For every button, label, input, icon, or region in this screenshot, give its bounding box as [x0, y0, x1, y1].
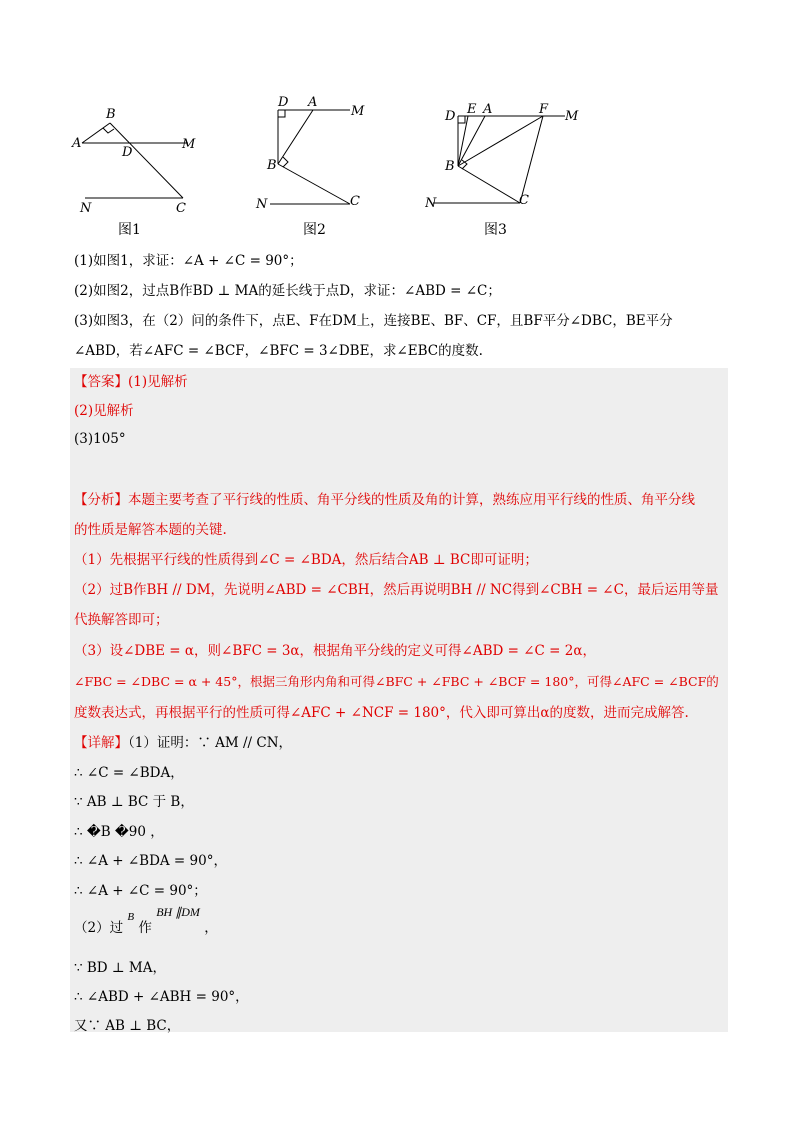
fig1-label-N: N	[80, 201, 92, 216]
fig1-label-B: B	[106, 107, 116, 122]
analysis-step-3-line-2: ∠FBC = ∠DBC = α + 45°，根据三角形内角和可得∠BFC + ∠FBC + ∠BCF = 180°，可得∠AFC = ∠BCF的	[74, 674, 719, 689]
analysis-step-3-line-3: 度数表达式，再根据平行的性质可得∠AFC + ∠NCF = 180°，代入即可算出α的度数，进而完成解答.	[74, 705, 689, 721]
analysis-step-3-line-1: （3）设∠DBE = α，则∠BFC = 3α，根据角平分线的定义可得∠ABD = ∠C = 2α，	[74, 643, 596, 659]
analysis-tag: 【分析】	[74, 492, 128, 508]
question-part-3-line-1: (3)如图3，在（2）问的条件下，点E、F在DM上，连接BE、BF、CF，且BF平分∠DBC，BE平分	[74, 313, 673, 329]
detail-line-1	[74, 733, 292, 753]
analysis-step-1: （1）先根据平行线的性质得到∠C = ∠BDA，然后结合AB ⊥ BC即可证明；	[74, 552, 538, 568]
analysis-line-1	[74, 490, 695, 510]
detail-7-verb: 作	[138, 920, 152, 936]
question-part-2: (2)如图2，过点B作BD ⊥ MA的延长线于点D，求证：∠ABD = ∠C；	[74, 283, 501, 299]
detail-text-3: ∵ AB ⊥ BC 于 B，	[74, 794, 194, 810]
fig3-label-N: N	[425, 196, 437, 211]
analysis-text-1: 本题主要考查了平行线的性质、角平分线的性质及角的计算，熟练应用平行线的性质、角平分线	[128, 492, 695, 508]
fig1-label-A: A	[72, 136, 82, 151]
detail-text-6: ∴ ∠A + ∠C = 90°；	[74, 883, 207, 899]
question-part-1: (1)如图1，求证：∠A + ∠C = 90°；	[74, 253, 303, 269]
figure-2-caption: 图2	[303, 222, 326, 238]
detail-text-10: 又∵ AB ⊥ BC，	[74, 1018, 181, 1034]
analysis-step-2-line-2: 代换解答即可；	[74, 612, 169, 628]
fig1-label-M: M	[182, 137, 196, 152]
fig3-label-C: C	[519, 193, 529, 208]
figure-3	[425, 88, 595, 218]
detail-7-point: B	[127, 911, 135, 923]
analysis-step-2-line-1: （2）过B作BH // DM，先说明∠ABD = ∠CBH，然后再说明BH // NC得到∠CBH = ∠C，最后运用等量	[74, 582, 719, 598]
detail-7-relation: BH ∥DM	[156, 905, 200, 919]
detail-text-4: ∴ �B �90 ，	[74, 824, 164, 840]
detail-text-5: ∴ ∠A + ∠BDA = 90°，	[74, 853, 227, 869]
fig3-label-F: F	[539, 102, 549, 117]
answer-1: (1)见解析	[128, 374, 188, 390]
answer-3: (3)105°	[74, 431, 126, 447]
figure-1	[70, 88, 210, 218]
figure-1-diagram	[70, 88, 210, 218]
fig2-label-D: D	[278, 95, 289, 110]
fig3-label-A: A	[483, 102, 493, 117]
answer-2: (2)见解析	[74, 403, 134, 419]
fig1-label-C: C	[176, 201, 186, 216]
analysis-text-2: 的性质是解答本题的关键.	[74, 522, 227, 538]
answer-tag: 【答案】	[74, 374, 128, 390]
detail-text-7	[74, 905, 218, 946]
question-part-3-line-2: ∠ABD，若∠AFC = ∠BCF，∠BFC = 3∠DBE，求∠EBC的度数.	[74, 343, 483, 359]
detail-7-prefix: （2）过	[74, 920, 124, 936]
detail-text-2: ∴ ∠C = ∠BDA，	[74, 765, 184, 781]
fig3-label-E: E	[467, 102, 477, 117]
fig1-label-D: D	[122, 145, 133, 160]
fig3-label-D: D	[445, 109, 456, 124]
detail-tag: 【详解】	[74, 735, 128, 751]
figure-3-caption: 图3	[484, 222, 507, 238]
fig2-label-N: N	[256, 197, 268, 212]
detail-text-8: ∵ BD ⊥ MA，	[74, 960, 166, 976]
detail-7-suffix: ，	[204, 920, 218, 936]
figure-1-caption: 图1	[118, 222, 141, 238]
answer-line-1	[74, 372, 188, 392]
fig2-label-A: A	[308, 95, 318, 110]
figure-3-diagram	[425, 88, 595, 218]
figure-2-diagram	[250, 88, 380, 218]
fig3-label-M: M	[565, 109, 579, 124]
detail-text-9: ∴ ∠ABD + ∠ABH = 90°，	[74, 989, 249, 1005]
fig2-label-C: C	[350, 194, 360, 209]
fig3-label-B: B	[445, 159, 455, 174]
fig2-label-B: B	[267, 158, 277, 173]
detail-text-1: （1）证明：∵ AM // CN，	[128, 735, 293, 751]
fig2-label-M: M	[351, 104, 365, 119]
figure-2	[250, 88, 380, 218]
